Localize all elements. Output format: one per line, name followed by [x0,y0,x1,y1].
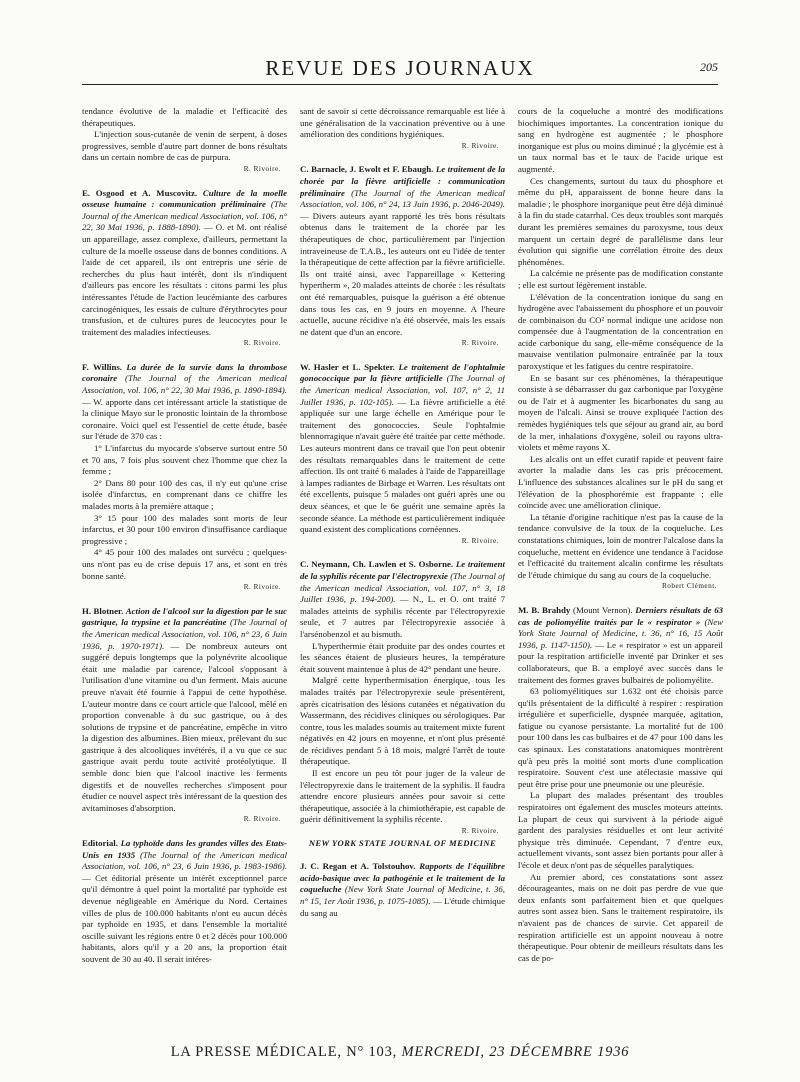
column-2 [300,106,505,1038]
article-paragraph [300,362,505,536]
footer-date: MERCREDI, 23 DÉCEMBRE 1936 [401,1044,630,1060]
reviewer-signature: R. Rivoire. [461,339,499,348]
article-authors: J. C. Regan et A. Tolstouhov. [300,861,416,872]
article-title: Action de l'alcool sur la digestion par le suc gastrique, la trypsine et la pancréatine [82,605,287,628]
article-paragraph [82,478,287,513]
article-authors: W. Hasler et L. Spekter. [300,361,395,372]
article-paragraph [518,106,723,176]
article-paragraph [82,362,287,443]
article-heading [518,605,723,627]
article-citation: (The Journal of the American medical Association, vol. 106, n° 23, 6 Juin 1936, p. 1970-1971). [82,617,287,651]
article-paragraph [518,292,723,373]
footer-publication: LA PRESSE MÉDICALE, N° 103, [170,1044,398,1060]
paragraph-text: La tétanie d'origine rachitique n'est pas la cause de la tendance convulsive de la toux de la coqueluche. Les constatations chimiques, loin de montrer l'alcalose dans la coqueluche, mettent en évidence une tendance à l'acidose et l'efficacité du traitement alcalin confirme les résultats de l'étude chimique du sang au cours de la coqueluche. [518,511,723,580]
article-title: Derniers résultats de 63 cas de poliomyélite traités par le « respirator » [518,604,723,627]
article-authors: H. Blotner. [82,605,124,616]
article-paragraph [518,872,723,965]
article-citation: (New York State Journal of Medicine, t. 36, n° 16, 15 Août 1936, p. 1147-1150). [518,616,723,650]
article-paragraph [82,188,287,339]
article-paragraph [300,675,505,768]
review-article [82,362,287,594]
article-authors: C. Barnacle, J. Ewolt et F. Ebaugh. [300,164,434,175]
article-title: Le traitement de la syphilis récente par l'électropyrexie [300,559,505,581]
paragraph-text: Malgré cette hyperthermisation énergique, tous les malades traités par l'électropyrexie seule présentèrent, après cicatrisation des lésions cutanées et négativation du Wassermann, des récidives cliniques ou sérologiques. Par contre, tous les malades soumis au traitement mixte furent négativés en 42 jours en moyenne, et n'ont plus présenté de récidives pendant 5 à 18 mois, malgré l'arrêt de toute thérapeutique. [300,675,505,767]
paragraph-text: sant de savoir si cette décroissance remarquable est liée à une généralisation de la vaccination préventive ou à une amélioration des conditions hygiéniques. [300,106,505,140]
paragraph-text: Ces changements, surtout du taux du phosphore et même du pH, apparaissent de bonne heure dans la maladie ; le phosphore inorganique peut être déjà diminué à la fin du stade catarrhal. Ces deux troubles sont marqués durant les premières semaines du paroxysme, tous deux marquent un certain degré de parallélisme dans leur évolution qui signifie une corrélation étroite des deux phénomènes. [518,175,723,267]
paragraph-text: — Cet éditorial présente un intérêt exceptionnel parce qu'il démontre à quel point la mortalité par typhoïde est devenue négligeable en Amérique du Nord. Certaines villes de plus de 100.000 habitants n'ont eu aucun décès par typhoïde en 1935, et dans l'ensemble la mortalité oscille suivant les régions entre 0 et 2 décès pour 100.000 habitants, alors qu'il y a 20 ans, la proportion était souvent de 30 au 40. Il serait intéres- [82,872,287,964]
article-citation: (The Journal of the American medical Association, vol. 106, n° 24, 13 Juin 1936, p. 2046-2049). [300,187,505,210]
reviewer-signature: R. Rivoire. [243,339,281,348]
article-citation: (The Journal of the American medical Association, vol. 107, n° 3, 18 Juillet 1936, p. 194-200). [300,570,505,605]
article-authors: M. B. Brahdy [518,604,571,615]
paragraph-text: — Le « respirator » est un appareil pour la respiration artificielle inventé par Drinker et ses collaborateurs, que B. a employé avec succès dans le traitement des formes graves bulbaires de poliomyélite. [518,639,723,685]
review-article [82,838,287,966]
article-paragraph [82,547,287,582]
article-paragraph [300,106,505,141]
article-paragraph [518,268,723,291]
article-citation: (The Journal of the American medical Association, vol. 107, n° 2, 11 Juillet 1936, p. 102-105). [300,373,505,407]
text-columns [82,106,724,1038]
paragraph-text: — O. et M. ont réalisé un appareillage, assez complexe, d'ailleurs, permettant la culture de la moelle osseuse dans de bonnes conditions. A l'aide de cet appareil, ils ont entrepris une série de recherches du plus haut intérêt, dont ils n'indiquent d'ailleurs pas encore les résultats : citons parmi les plus intéressantes l'étude de l'action leucémiante des carbures carcinogéniques, les essais de culture d'érythrocytes pour transfusion, et de cultures pures de leucocytes pour le traitement des maladies infectieuses. [82,222,287,337]
review-article [300,164,505,350]
reviewer-signature: R. Rivoire. [461,536,499,545]
article-paragraph [82,838,287,966]
paragraph-text: 4° 45 pour 100 des malades ont survécu ; quelques-uns n'ont pas eu de crise depuis 17 ans, et sont en très bonne santé. [82,547,287,581]
article-citation: (The Journal of the American medical Association, vol. 106, n° 23, 6 Juin 1936, p. 1983-1986). [82,849,287,872]
column-3 [518,106,723,1038]
article-citation: (The Journal of the American medical Association, vol. 106, n° 22, 30 Mai 1936, p. 1888-1890). [82,199,287,233]
paragraph-text: L'injection sous-cutanée de venin de serpent, à doses progressives, semble d'autre part donner de bons résultats dans un certain nombre de cas de purpura. [82,129,287,163]
paragraph-text: En se basant sur ces phénomènes, la thérapeutique consiste à se débarrasser du gaz carbonique par l'oxygène ou de l'air et à augmenter les bicarbonates du sang au moyen de l'alcali. Ainsi se trouve expliquée l'action des remèdes hygiéniques tels que séjour au grand air, au bord de la mer, inhalations d'oxygène, soleil ou rayons ultra-violets et même rayons X. [518,372,723,453]
review-article [82,606,287,826]
article-title: La typhoïde dans les grandes villes des Etats-Unis en 1935 [82,838,287,860]
paragraph-text: — W. apporte dans cet intéressant article la statistique de la clinique Mayo sur le pronostic lointain de la thrombose coronaire. Voici quel est l'essentiel de cette étude, basée sur l'étude de 370 cas : [82,396,287,442]
running-title: REVUE DES JOURNAUX [265,56,535,80]
article-paragraph [518,373,723,454]
article-paragraph [300,768,505,826]
review-article [300,362,505,548]
article-title: Culture de la moelle osseuse humaine : communication préliminaire [82,187,287,210]
reviewer-signature: R. Rivoire. [243,815,281,824]
paragraph-text: tendance évolutive de la maladie et l'efficacité des thérapeutiques. [82,106,287,128]
paragraph-text: Les alcalis ont un effet curatif rapide et peuvent faire avorter la maladie dans les cas pris précocement. L'influence des substances alcalines sur le pH du sang et l'élévation de la phosphorémie est frappante ; elle coïncide avec une amélioration clinique. [518,453,723,511]
article-paragraph [518,512,723,582]
article-paragraph [82,129,287,164]
running-header [82,54,718,85]
review-article [300,106,505,152]
paragraph-text: 63 poliomyélitiques sur 1.632 ont été choisis parce qu'ils présentaient de la difficulté à respirer : respiration irrégulière et superficielle, dyspnée marquée, agitation, fatigue ou cyanose persistante. La mortalité fut de 100 pour 100 dans les cas bulbaires et de 47 pour 100 dans les cas spinaux. Les constatations anatomiques montrèrent qu'à peu près la moitié sont morts d'une complication respiratoire. Souvent c'est une atélectasie massive qui peut être prise pour une pneumonie ou une pleurésie. [518,686,723,789]
paragraph-text: Il est encore un peu tôt pour juger de la valeur de l'électropyrexie dans le traitement de la syphilis. Il faudra attendre encore plusieurs années pour savoir si cette thérapeutique, associée à la chimiothérapie, est capable de guérir définitivement la syphilis récente. [300,768,505,825]
article-paragraph [518,176,723,269]
column-1 [82,106,287,1038]
paragraph-text: Au premier abord, ces constatations sont assez décourageantes, mais on ne doit pas perdre de vue que deux enfants sont parfaitement bien et que quelques autres sont assez bien. Sans le traitement respiratoire, ils n'avaient pas de chances de survie. Cet appareil de respiration artificielle est un appoint nouveau à notre thérapeutique. Pour obtenir de meilleurs résultats dans les cas de po- [518,871,723,963]
article-paragraph [518,605,723,686]
paragraph-text: L'élévation de la concentration ionique du sang en hydrogène avec l'abaissement du phosphore et un pouvoir de combinaison du CO² normal indique une acidose non compensée due à l'augmentation de la concentration en acide carbonique du sang, elle-même conséquence de la mauvaise ventilation pulmonaire entraînée par la toux paroxystique et les fatigues du centre respiratoire. [518,291,723,372]
article-paragraph [518,686,723,790]
article-paragraph [82,513,287,548]
article-paragraph [300,164,505,338]
paragraph-text: 2° Dans 80 pour 100 des cas, il n'y eut qu'une crise isolée d'infarctus, en comprenant dans ce chiffre les malades morts à la première attaque ; [82,477,287,511]
article-authors: Editorial. [82,838,118,849]
page-footer [82,1044,718,1066]
article-paragraph [82,606,287,815]
article-title: La durée de la survie dans la thrombose coronaire [82,361,287,384]
paragraph-text: — De nombreux auteurs ont suggéré depuis longtemps que la polynévrite alcoolique était une maladie par carence, l'alcool s'opposant à l'utilisation d'une vitamine ou d'un ferment. Mais aucune preuve n'avait été fournie à l'appui de cette hypothèse. L'auteur montre dans ce court article que l'alcool, mêlé en proportion convenable à du suc gastrique, ou à des solutions de trypsine et de pancréatine, empêche in vitro la digestion des albumines. Bien mieux, prélevant du suc gastrique à des alcooliques invétérés, il a vu que ce suc gastrique avait perdu toute activité protéolytique. Il semble donc bien que l'alcool inactive les ferments digestifs et de nouvelles recherches s'imposent pour étudier ce nouvel aspect très intéressant de la question des avitaminoses d'absorption. [82,640,287,813]
review-article [518,605,723,964]
article-authors: E. Osgood et A. Muscovitz. [82,187,198,198]
paragraph-text: La plupart des malades présentant des troubles respiratoires ont également des muscles moteurs atteints. La plupart de ceux qui survivent à la période aiguë gardent des paralysies résiduelles et ont leur activité physique très diminuée. Cependant, 7 d'entre eux, actuellement vivants, sont assez bien portants pour aller à l'école et deux n'ont pas de séquelles paralytiques. [518,790,723,870]
article-authors: F. Willins. [82,361,122,372]
review-article [82,106,287,176]
reviewer-signature: Robert Clément. [661,582,717,591]
reviewer-signature: R. Rivoire. [243,583,281,592]
page-number: 205 [700,60,718,74]
article-paragraph [82,106,287,129]
reviewer-signature: R. Rivoire. [243,164,281,173]
article-citation: (New York State Journal of Medicine, t. 36, n° 15, 1er Août 1936, p. 1075-1085). [300,884,505,906]
paragraph-text: cours de la coqueluche a montré des modifications biochimiques importantes. La concentration ionique du sang en hydrogène est augmentée ; le phosphore inorganique est plus ou moins diminué ; la glycémie est à un taux normal bas et le taux de l'acide urique est augmenté. [518,106,723,174]
paragraph-text: 3° 15 pour 100 des malades sont morts de leur infarctus, et 30 pour 100 environ d'insuffisance cardiaque progressive ; [82,512,287,546]
article-paragraph [518,790,723,871]
review-article [518,106,723,593]
review-article [82,188,287,350]
article-citation: (The Journal of the American medical Association, vol. 106, n° 22, 30 Mai 1936, p. 1890-1894). [82,373,287,396]
journal-heading: NEW YORK STATE JOURNAL OF MEDICINE [308,837,497,848]
paragraph-text: — L'étude chimique du sang au [300,896,505,918]
paragraph-text: — La fièvre artificielle a été appliquée sur une large échelle en Amérique pour le traitement des gonococcies. Seule l'ophtalmie blennorragique n'avait guère été traitée par cette méthode. Les auteurs montrent dans ce travail que l'on peut obtenir des résultats remarquables dans le traitement de cette affection. Ils ont traité 6 malades à l'aide de l'appareillage à lampes radiantes de Birbage et Warren. Les résultats ont été excellents, puisque 5 malades ont guéri après une ou deux séances, et que le 6e guérit une semaine après la seconde séance. La méthode est particulièrement indiquée quand existent des complications cornéennes. [300,396,505,535]
review-article [300,559,505,837]
article-paragraph [82,443,287,478]
article-paragraph [300,559,505,640]
article-title: Le traitement de l'ophtalmie gonococcique par la fièvre artificielle [300,361,505,384]
reviewer-signature: R. Rivoire. [461,827,499,836]
article-authors: C. Neymann, Ch. Lawlen et S. Osborne. [300,559,454,570]
article-title: Le traitement de la chorée par la fièvre artificielle : communication préliminaire [300,164,505,198]
paragraph-text: — Divers auteurs ayant rapporté les très bons résultats obtenus dans le traitement de la chorée par les thérapeutiques de choc, particulièrement par l'injection intraveineuse de T.A.B., les auteurs ont eu l'idée de tenter la thérapeutique de cette affection par la fièvre artificielle. Ils ont traité ainsi, avec l'appareillage « Kettering hypertherm », 20 malades atteints de chorée : les résultats ont été remarquables, puisque la guérison a été obtenue dans tous les cas, en 9 jours en moyenne. A l'heure actuelle, aucune récidive n'a été observée, mais les essais ne datent que d'un an encore. [300,210,505,337]
article-paragraph [518,454,723,512]
paragraph-text: L'hyperthermie était produite par des ondes courtes et les séances étaient de plusieurs heures, la température était souvent maintenue à plus de 42° pendant une heure. [300,640,505,674]
reviewer-signature: R. Rivoire. [461,141,499,150]
article-paragraph [300,861,505,919]
article-heading [82,188,287,210]
review-article [300,861,505,919]
article-paragraph [300,641,505,676]
article-title: Rapports de l'équilibre acido-basique avec la pathogénie et le traitement de la coqueluche [300,861,505,895]
article-affiliation: (Mount Vernon). [573,604,633,615]
paragraph-text: 1° L'infarctus du myocarde s'observe surtout entre 50 et 70 ans, 7 fois plus souvent chez l'homme que chez la femme ; [82,443,287,477]
paragraph-text: — N., L. et O. ont traité 7 malades atteints de syphilis récente par l'électropyrexie seule, et 7 autres par l'électropyrexie associée à l'arsénobenzol et au bismuth. [300,594,505,639]
paragraph-text: La calcémie ne présente pas de modification constante ; elle est surtout légèrement instable. [518,268,723,290]
